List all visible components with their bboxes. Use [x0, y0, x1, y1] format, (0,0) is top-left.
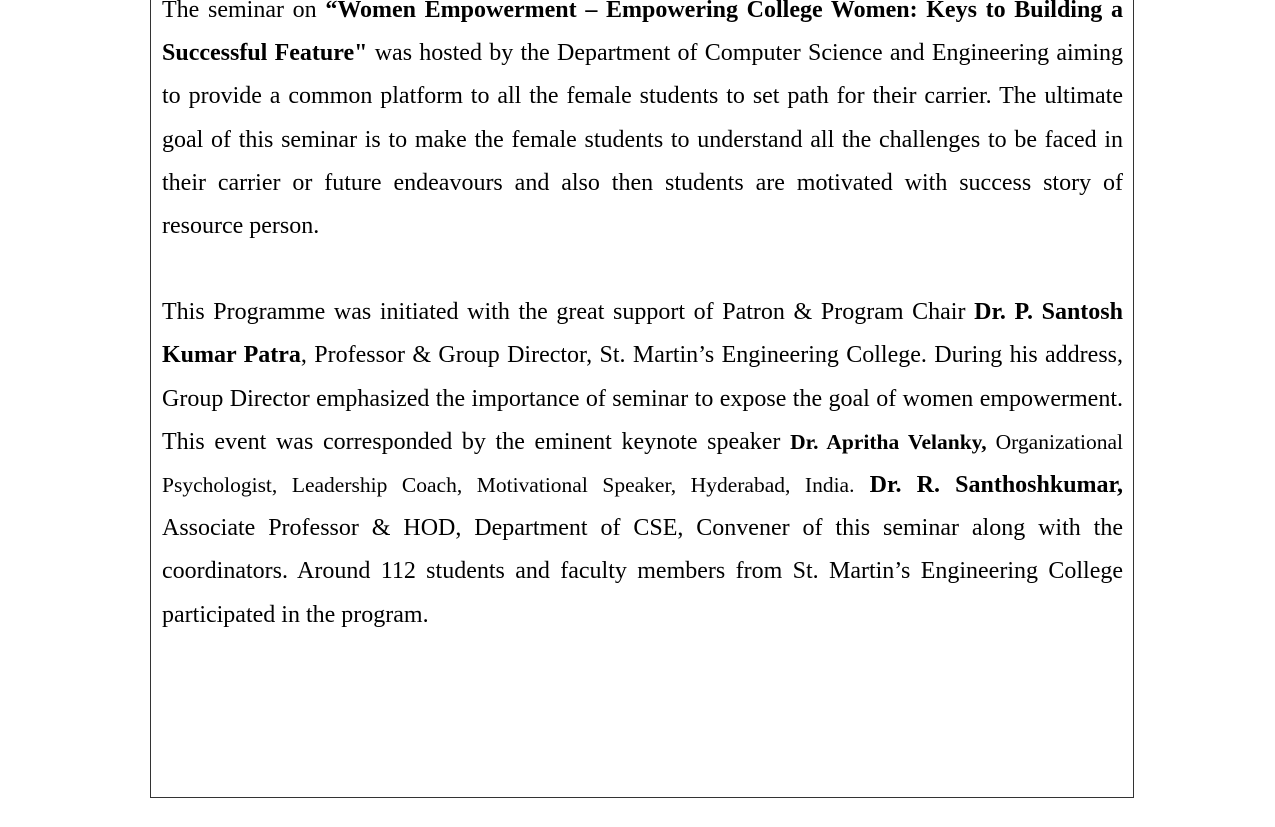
patron-name: Dr. P. Santosh Kumar Patra — [162, 299, 1123, 369]
patron-role-text: , Professor & Group Director, St. Martin’s Engineering College. During his address, Group Director emphasized the importance of seminar to expose the goal of women empowerment. This event was corresponded by the eminent keynote speaker — [162, 342, 1124, 455]
seminar-title: “Women Empowerment – Empowering College Women: Keys to Building a Successful Feature" — [162, 0, 1123, 67]
intro-lead-text: The seminar on — [162, 0, 326, 23]
convener-role-text: Associate Professor & HOD, Department of CSE, Convener of this seminar along with the coordinators. Around 112 students and faculty members from St. Martin’s Engineering College participated in the program. — [162, 515, 1123, 628]
intro-rest-text: was hosted by the Department of Computer Science and Engineering aiming to provide a common platform to all the female students to set path for their carrier. The ultimate goal of this seminar is to make the female students to understand all the challenges to be faced in their carrier or future endeavours and also then students are motivated with success story of resource person. — [162, 40, 1124, 240]
convener-name: Dr. R. Santhoshkumar, — [854, 472, 1123, 499]
speaker-name: Dr. Apritha Velanky, — [790, 429, 987, 454]
paragraph-programme-details — [162, 291, 1123, 637]
paragraph-seminar-intro — [162, 0, 1123, 248]
speaker-role-text: Organizational Psychologist, Leadership Coach, Motivational Speaker, Hyderabad, India. — [162, 429, 1123, 498]
document-body — [162, 0, 1123, 637]
programme-lead-text: This Programme was initiated with the great support of Patron & Program Chair — [162, 299, 975, 326]
